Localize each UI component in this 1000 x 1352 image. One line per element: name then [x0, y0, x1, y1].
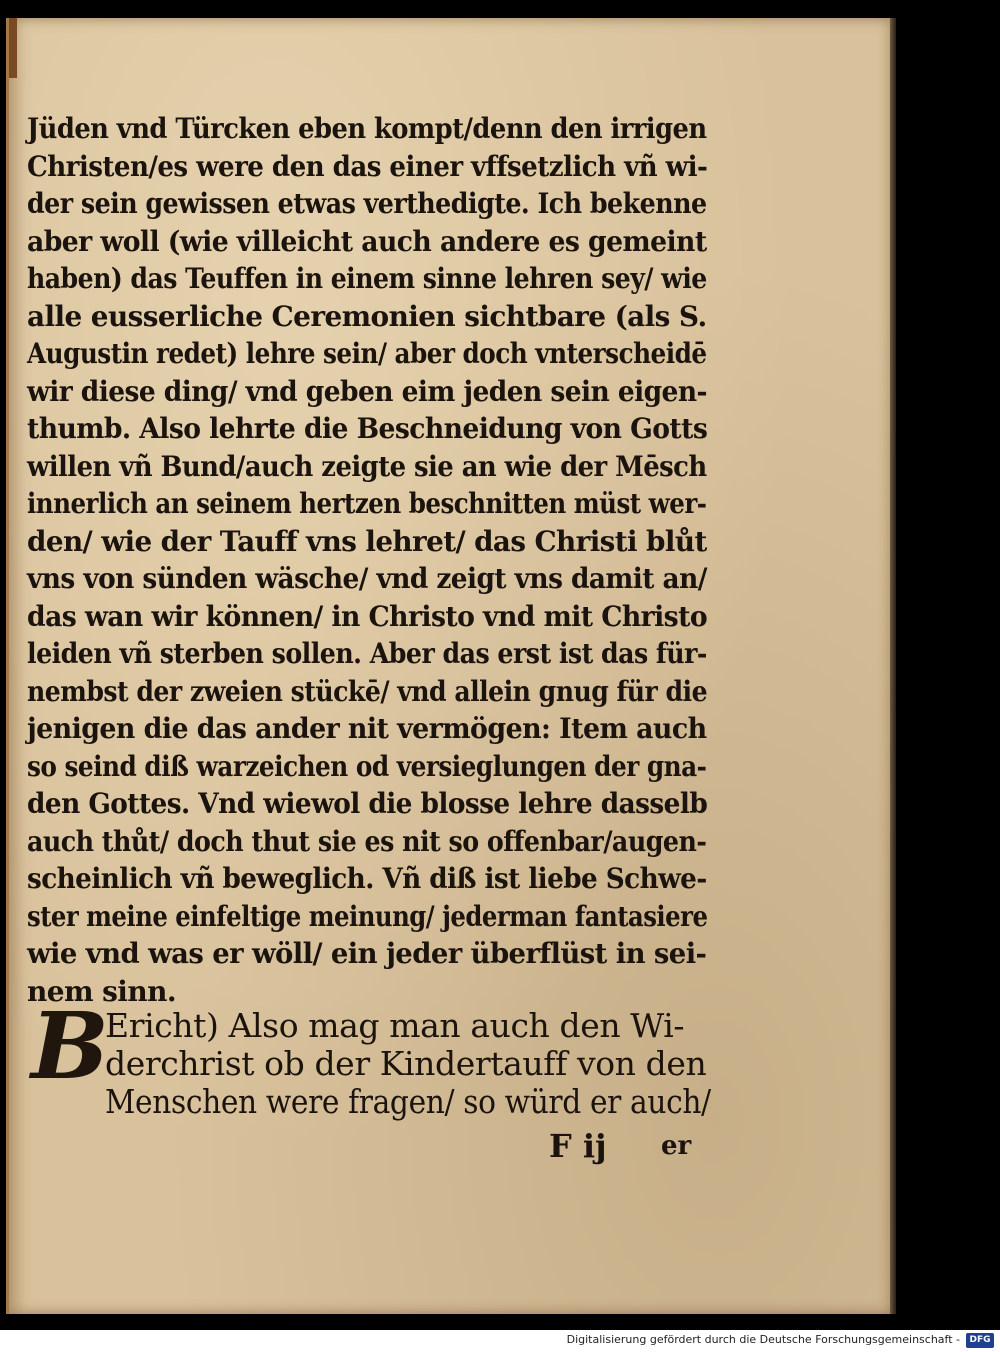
text-line: ster meine einfeltige meinung/ jederman fantasiere [27, 899, 708, 933]
text-line: vns von sünden wäsche/ vnd zeigt vns damit an/ [27, 562, 707, 595]
section-line: Menschen were fragen/ so würd er auch/ [105, 1082, 711, 1121]
text-line: aber woll (wie villeicht auch andere es gemeint [27, 224, 707, 258]
credit-bar [0, 1330, 1000, 1352]
text-line: nembst der zweien stückē/ vnd allein gnug für die [27, 674, 708, 708]
catchword: er [661, 1131, 692, 1161]
section-line: Ericht) Also mag man auch den Wi- [105, 1006, 685, 1045]
text-line: alle eusserliche Ceremonien sichtbare (als S. [27, 299, 707, 333]
page-edge [890, 18, 896, 1314]
binding-mark [9, 18, 17, 78]
text-line: Jüden vnd Türcken eben kompt/denn den irrigen [27, 112, 707, 145]
text-line: wie vnd was er wöll/ ein jeder überflüst in sei- [27, 937, 707, 970]
text-line: auch thůt/ doch thut sie es nit so offenbar/augen- [27, 824, 707, 858]
text-line: nem sinn. [27, 974, 177, 1008]
signature-mark: F ij [549, 1127, 607, 1165]
decorated-initial: B [31, 992, 109, 1100]
text-line: haben) das Teuffen in einem sinne lehren sey/ wie [27, 262, 707, 295]
section-line: derchrist ob der Kindertauff von den [105, 1044, 707, 1083]
text-line: den Gottes. Vnd wiewol die blosse lehre dasselb [27, 787, 708, 820]
book-page [6, 18, 893, 1314]
text-line: das wan wir können/ in Christo vnd mit Christo [27, 599, 708, 633]
text-line: scheinlich vñ beweglich. Vñ diß ist liebe Schwe- [27, 862, 707, 895]
text-line: den/ wie der Tauff vns lehret/ das Christi blůt [27, 524, 707, 558]
text-line: wir diese ding/ vnd geben eim jeden sein eigen- [27, 374, 707, 408]
dfg-logo: DFG [966, 1333, 994, 1348]
text-line: thumb. Also lehrte die Beschneidung von Gotts [27, 412, 708, 445]
text-line: Christen/es were den das einer vffsetzlich vñ wi- [27, 149, 708, 183]
text-line: jenigen die das ander nit vermögen: Item auch [27, 712, 707, 745]
text-line: leiden vñ sterben sollen. Aber das erst ist das für- [27, 637, 707, 670]
text-line: innerlich an seinem hertzen beschnitten müst wer- [27, 487, 707, 520]
main-text-block [27, 110, 707, 1010]
text-line: so seind diß warzeichen od versieglungen der gna- [27, 749, 707, 783]
text-line: der sein gewissen etwas verthedigte. Ich bekenne [27, 187, 707, 220]
text-line: willen vñ Bund/auch zeigte sie an wie der Mēsch [27, 449, 707, 483]
funding-credit: Digitalisierung gefördert durch die Deutsche Forschungsgemeinschaft - [566, 1333, 960, 1346]
text-line: Augustin redet) lehre sein/ aber doch vnterscheidē [27, 337, 707, 370]
